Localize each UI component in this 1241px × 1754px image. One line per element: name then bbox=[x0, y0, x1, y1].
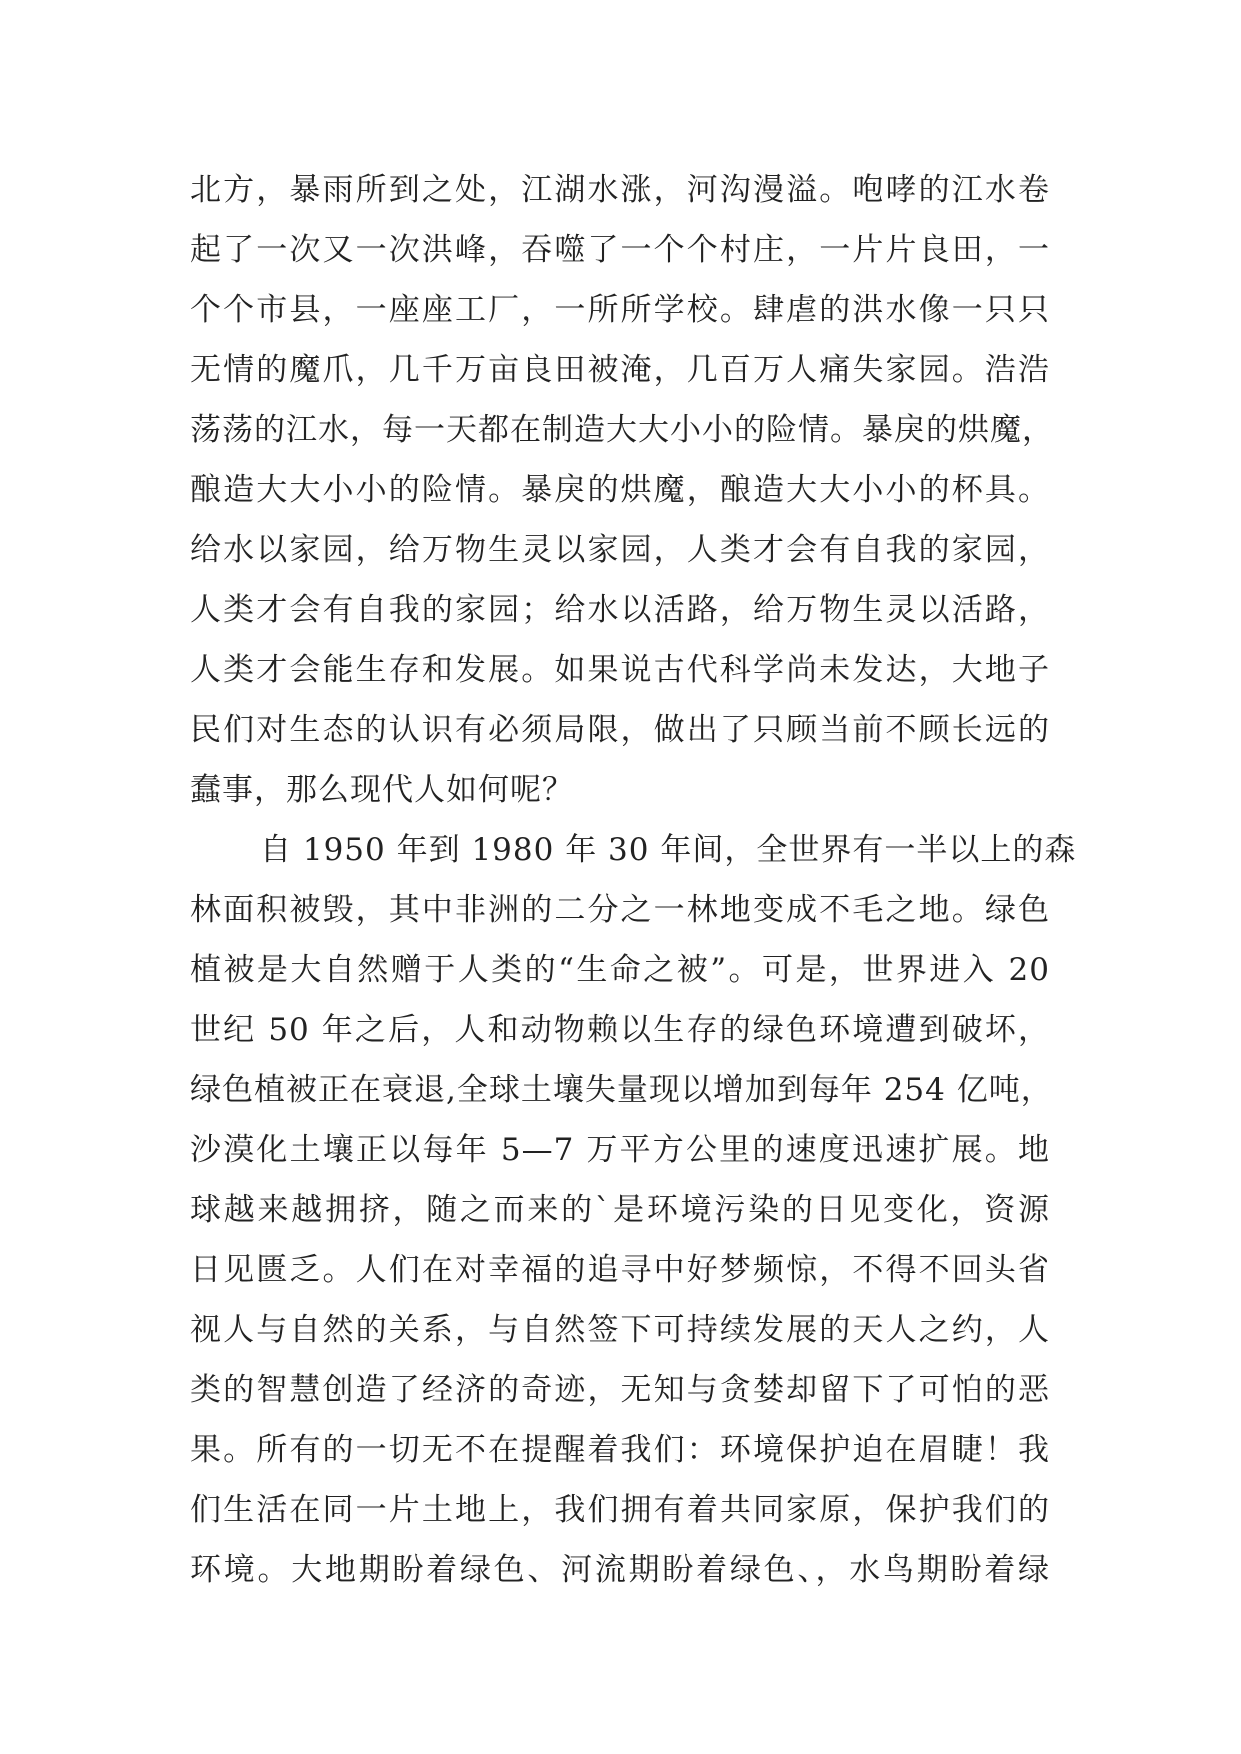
paragraph-1-line: 个个市县，一座座工厂，一所所学校。肆虐的洪水像一只只 bbox=[190, 292, 1050, 328]
paragraph-1 bbox=[190, 160, 1054, 820]
paragraph-2-line: 自 1950 年到 1980 年 30 年间，全世界有一半以上的森 bbox=[260, 832, 1077, 868]
paragraph-2-line: 沙漠化土壤正以每年 5—7 万平方公里的速度迅速扩展。地 bbox=[190, 1132, 1050, 1168]
paragraph-1-line: 人类才会有自我的家园；给水以活路，给万物生灵以活路， bbox=[190, 592, 1050, 628]
paragraph-2-line: 绿色植被正在衰退,全球土壤失量现以增加到每年 254 亿吨， bbox=[190, 1072, 1053, 1108]
document-body bbox=[190, 160, 1077, 1600]
paragraph-1-line: 给水以家园，给万物生灵以家园，人类才会有自我的家园， bbox=[190, 532, 1050, 568]
paragraph-1-line: 蠢事，那么现代人如何呢？ bbox=[190, 772, 574, 808]
paragraph-2-line: 世纪 50 年之后，人和动物赖以生存的绿色环境遭到破坏， bbox=[190, 1012, 1050, 1048]
paragraph-2-line: 视人与自然的关系，与自然签下可持续发展的天人之约，人 bbox=[190, 1312, 1050, 1348]
paragraph-2-line: 球越来越拥挤，随之而来的`是环境污染的日见变化，资源 bbox=[190, 1192, 1050, 1228]
paragraph-2-line: 果。所有的一切无不在提醒着我们：环境保护迫在眉睫！我 bbox=[190, 1432, 1050, 1468]
paragraph-1-line: 荡荡的江水，每一天都在制造大大小小的险情。暴戾的烘魔， bbox=[190, 412, 1054, 448]
paragraph-2 bbox=[190, 820, 1077, 1600]
paragraph-1-line: 北方，暴雨所到之处，江湖水涨，河沟漫溢。咆哮的江水卷 bbox=[190, 172, 1050, 208]
paragraph-2-line: 们生活在同一片土地上，我们拥有着共同家原，保护我们的 bbox=[190, 1492, 1050, 1528]
paragraph-2-line: 环境。大地期盼着绿色、河流期盼着绿色、，水鸟期盼着绿 bbox=[190, 1552, 1050, 1588]
paragraph-2-line: 植被是大自然赠于人类的“生命之被”。可是，世界进入 20 bbox=[190, 952, 1050, 988]
paragraph-1-line: 酿造大大小小的险情。暴戾的烘魔，酿造大大小小的杯具。 bbox=[190, 472, 1050, 508]
paragraph-1-line: 起了一次又一次洪峰，吞噬了一个个村庄，一片片良田，一 bbox=[190, 232, 1050, 268]
paragraph-2-line: 林面积被毁，其中非洲的二分之一林地变成不毛之地。绿色 bbox=[190, 892, 1050, 928]
paragraph-1-line: 民们对生态的认识有必须局限，做出了只顾当前不顾长远的 bbox=[190, 712, 1050, 748]
paragraph-1-line: 无情的魔爪，几千万亩良田被淹，几百万人痛失家园。浩浩 bbox=[190, 352, 1050, 388]
paragraph-2-line: 日见匮乏。人们在对幸福的追寻中好梦频惊，不得不回头省 bbox=[190, 1252, 1050, 1288]
paragraph-2-line: 类的智慧创造了经济的奇迹，无知与贪婪却留下了可怕的恶 bbox=[190, 1372, 1050, 1408]
paragraph-1-line: 人类才会能生存和发展。如果说古代科学尚未发达，大地子 bbox=[190, 652, 1050, 688]
